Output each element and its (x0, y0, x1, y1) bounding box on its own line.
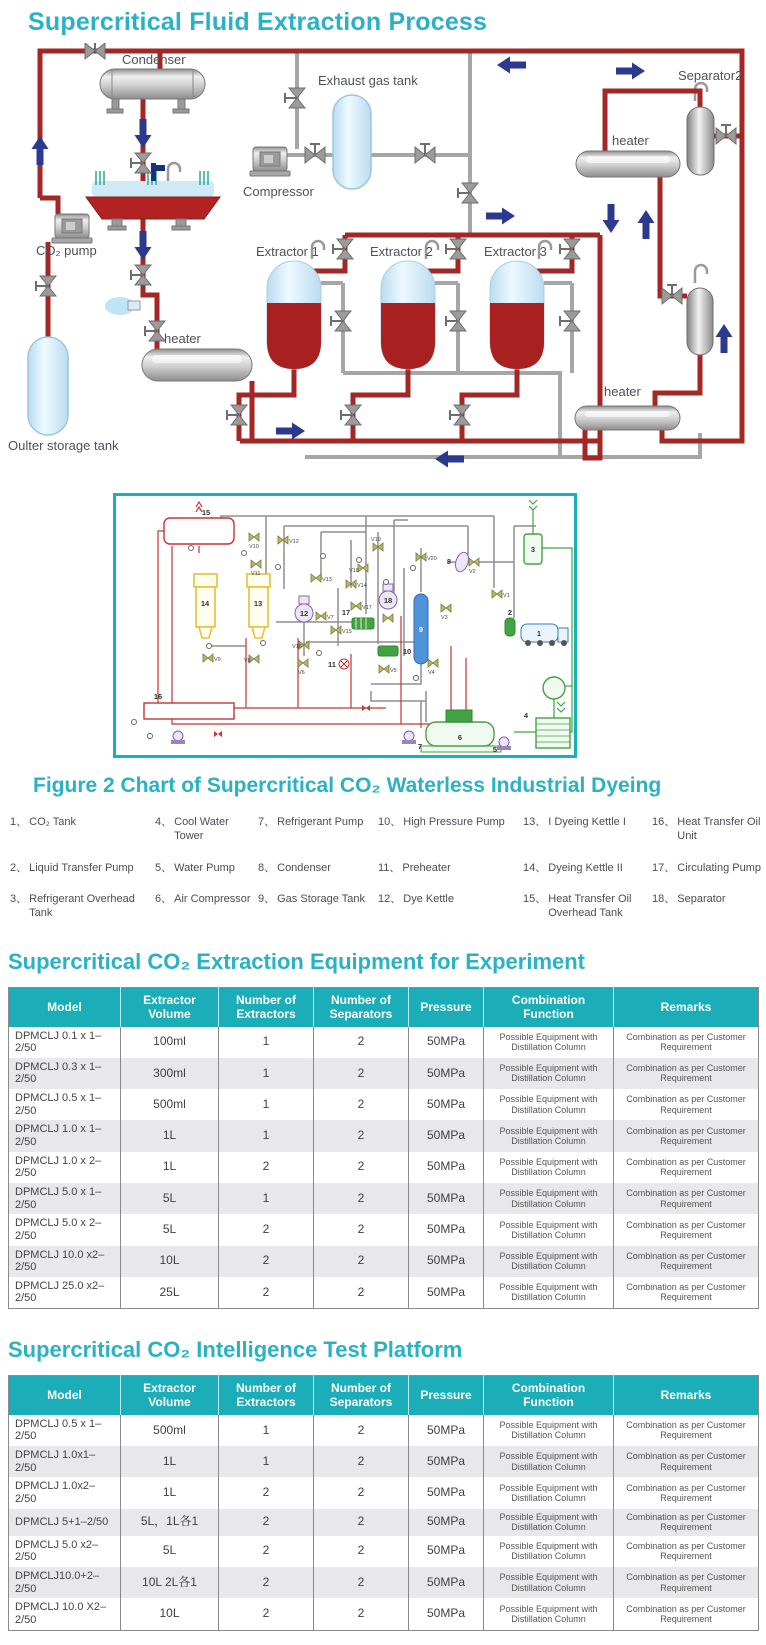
table-cell: Possible Equipment with Distillation Column (484, 1027, 614, 1058)
svg-text:V20: V20 (427, 556, 437, 562)
legend-item-number: 3、 (10, 893, 28, 906)
heater-left-label: heater (164, 331, 201, 346)
separator-lower-vessel (687, 288, 713, 355)
table-cell: 1 (219, 1120, 314, 1151)
svg-text:2: 2 (507, 608, 513, 617)
table-cell: 2 (219, 1277, 314, 1309)
legend-item (523, 862, 647, 876)
table-row (9, 1477, 759, 1508)
table-cell: 50MPa (409, 1446, 484, 1477)
column-header: Model (9, 987, 121, 1026)
pid-diagram (116, 496, 574, 755)
table-row (9, 1277, 759, 1309)
table-row (9, 1214, 759, 1245)
svg-text:V12: V12 (289, 539, 299, 545)
table-cell: DPMCLJ 1.0 x 1–2/50 (9, 1120, 121, 1151)
table-cell: 2 (314, 1598, 409, 1630)
table-cell: DPMCLJ 0.1 x 1–2/50 (9, 1027, 121, 1058)
legend-item-number: 15、 (523, 893, 547, 906)
table-cell: 50MPa (409, 1477, 484, 1508)
legend-item-number: 2、 (10, 861, 28, 874)
table-cell: 2 (219, 1598, 314, 1630)
table-row (9, 1567, 759, 1598)
table-cell: 2 (314, 1058, 409, 1089)
legend-item-label: Separator (677, 893, 726, 906)
column-header: Combination Function (484, 1376, 614, 1415)
table-cell: 50MPa (409, 1246, 484, 1277)
table-cell: DPMCLJ 5+1–2/50 (9, 1509, 121, 1536)
co2-pump-label: CO₂ pump (36, 243, 97, 258)
svg-text:10: 10 (402, 647, 412, 656)
table-cell: Possible Equipment with Distillation Column (484, 1415, 614, 1446)
column-header: Remarks (614, 987, 759, 1026)
table-cell: 1 (219, 1183, 314, 1214)
legend-item-number: 17、 (652, 861, 676, 874)
legend-item (652, 893, 766, 921)
table-cell: Combination as per Customer Requirement (626, 1094, 746, 1115)
table-cell: Possible Equipment with Distillation Column (484, 1183, 614, 1214)
legend-item (10, 816, 150, 844)
svg-text:V15: V15 (342, 629, 352, 635)
svg-text:18: 18 (383, 596, 393, 605)
legend-item-number: 7、 (258, 816, 276, 828)
table-cell: 1 (219, 1058, 314, 1089)
legend-item-number: 10、 (378, 816, 402, 828)
table-row (9, 1027, 759, 1058)
exhaust-gas-tank (333, 95, 371, 189)
intelligence-platform-table (8, 1375, 759, 1630)
table-cell: DPMCLJ 1.0 x 2–2/50 (9, 1152, 121, 1183)
svg-text:V19: V19 (371, 537, 381, 543)
table-cell: 50MPa (409, 1214, 484, 1245)
table-cell: Combination as per Customer Requirement (626, 1219, 746, 1240)
table-cell: 5L (121, 1536, 219, 1567)
legend-item-label: Heat Transfer Oil Unit (677, 816, 761, 842)
legend-item-label: Dye Kettle (403, 893, 454, 906)
legend-item (258, 816, 373, 844)
table-cell: 2 (314, 1120, 409, 1151)
table-cell: DPMCLJ 1.0x2–2/50 (9, 1477, 121, 1508)
table-cell: 2 (314, 1477, 409, 1508)
table-cell: 2 (219, 1477, 314, 1508)
legend-item-number: 12、 (378, 893, 402, 906)
svg-text:8: 8 (446, 557, 452, 566)
legend-item-label: Dyeing Kettle II (548, 861, 623, 874)
table-cell: 50MPa (409, 1183, 484, 1214)
table-cell: Possible Equipment with Distillation Column (484, 1120, 614, 1151)
legend-item-label: Refrigerant Overhead Tank (29, 893, 135, 919)
condenser-vessel (100, 69, 205, 113)
table-cell: Possible Equipment with Distillation Column (484, 1477, 614, 1508)
table-cell: DPMCLJ 0.5 x 1–2/50 (9, 1089, 121, 1120)
legend-item-number: 14、 (523, 861, 547, 874)
legend-item-number: 11、 (378, 861, 401, 874)
table-cell: 25L (121, 1277, 219, 1309)
figure2-frame (113, 493, 577, 758)
table-cell: DPMCLJ 0.3 x 1–2/50 (9, 1058, 121, 1089)
legend-item-label: Air Compressor (174, 893, 251, 906)
column-header: Number of Extractors (219, 1376, 314, 1415)
legend-item (378, 862, 518, 876)
svg-text:5: 5 (492, 745, 498, 754)
legend-item-number: 8、 (258, 861, 276, 874)
svg-text:1: 1 (536, 629, 542, 638)
outer-storage-tank (28, 337, 68, 435)
table-row (9, 1089, 759, 1120)
table-cell: 50MPa (409, 1058, 484, 1089)
table-cell: Combination as per Customer Requirement (626, 1420, 746, 1441)
table-cell: Combination as per Customer Requirement (626, 1482, 746, 1504)
table-cell: 50MPa (409, 1027, 484, 1058)
table-row (9, 1598, 759, 1630)
svg-text:V3: V3 (441, 615, 448, 621)
table-cell: 1 (219, 1415, 314, 1446)
legend-item-number: 9、 (258, 893, 276, 906)
table-cell: 2 (314, 1089, 409, 1120)
svg-text:6: 6 (457, 733, 463, 742)
compressor-label: Compressor (243, 184, 314, 199)
table-cell: 2 (314, 1446, 409, 1477)
table-cell: 1L (121, 1446, 219, 1477)
column-header: Combination Function (484, 987, 614, 1026)
legend-item-number: 16、 (652, 816, 676, 828)
legend-item (258, 862, 373, 876)
table-cell: Combination as per Customer Requirement (626, 1156, 746, 1178)
table-cell: 50MPa (409, 1567, 484, 1598)
extractor3-label: Extractor 3 (484, 244, 547, 259)
table-cell: Combination as per Customer Requirement (626, 1572, 746, 1593)
table-cell: 50MPa (409, 1509, 484, 1536)
heater-right-top (576, 151, 680, 177)
legend-item-label: Gas Storage Tank (277, 893, 365, 906)
table-cell: 2 (219, 1246, 314, 1277)
legend-item-number: 13、 (523, 816, 547, 828)
table-cell: 2 (314, 1183, 409, 1214)
svg-text:V10: V10 (249, 544, 259, 550)
table-cell: 50MPa (409, 1089, 484, 1120)
legend-item-label: Refrigerant Pump (277, 816, 364, 828)
extractor2-label: Extractor 2 (370, 244, 433, 259)
process-flow-diagram (0, 43, 766, 469)
table-cell: Possible Equipment with Distillation Column (484, 1567, 614, 1598)
column-header: Number of Extractors (219, 987, 314, 1026)
svg-text:V8: V8 (244, 658, 251, 664)
legend-item (523, 893, 647, 921)
table2-heading: Supercritical CO₂ Intelligence Test Platform (8, 1337, 463, 1363)
legend-item-number: 6、 (155, 893, 173, 906)
table-row (9, 1536, 759, 1567)
svg-text:V17: V17 (362, 605, 372, 611)
table-row (9, 1152, 759, 1183)
table-cell: DPMCLJ 25.0 x2–2/50 (9, 1277, 121, 1309)
table-cell: Combination as per Customer Requirement (626, 1540, 746, 1562)
svg-text:V7: V7 (327, 615, 334, 621)
svg-text:9: 9 (418, 625, 424, 634)
column-header: Number of Separators (314, 1376, 409, 1415)
column-header: Extractor Volume (121, 987, 219, 1026)
condenser-label: Condenser (122, 52, 186, 67)
table-cell: DPMCLJ 5.0 x 1–2/50 (9, 1183, 121, 1214)
legend-item-label: High Pressure Pump (403, 816, 505, 828)
legend-item (10, 862, 150, 876)
table-cell: 500ml (121, 1089, 219, 1120)
heater-right-bottom (575, 406, 680, 430)
table-cell: Possible Equipment with Distillation Column (484, 1446, 614, 1477)
extractor-1-vessel (267, 261, 321, 369)
figure2-caption: Figure 2 Chart of Supercritical CO₂ Waterless Industrial Dyeing (33, 774, 662, 797)
svg-text:12: 12 (299, 609, 309, 618)
heater-left (142, 349, 252, 381)
svg-text:V11: V11 (251, 571, 261, 577)
table-cell: 2 (314, 1509, 409, 1536)
table-row (9, 1509, 759, 1536)
table-cell: 50MPa (409, 1536, 484, 1567)
table-row (9, 1415, 759, 1446)
table-cell: Possible Equipment with Distillation Column (484, 1277, 614, 1309)
table-row (9, 1120, 759, 1151)
legend-item (155, 862, 253, 876)
extractor-3-vessel (490, 261, 544, 369)
legend-item (258, 893, 373, 921)
legend-item-label: CO₂ Tank (29, 816, 76, 828)
table-cell: 10L 2L各1 (121, 1567, 219, 1598)
separator2-vessel (687, 107, 714, 175)
table-row (9, 1246, 759, 1277)
extraction-equipment-table (8, 987, 759, 1309)
table-cell: DPMCLJ10.0+2–2/50 (9, 1567, 121, 1598)
table-row (9, 1446, 759, 1477)
table-cell: 2 (314, 1567, 409, 1598)
table-cell: Combination as per Customer Requirement (626, 1282, 746, 1303)
svg-text:V4: V4 (428, 670, 435, 676)
cooling-dish (86, 163, 220, 230)
svg-text:V14: V14 (357, 583, 367, 589)
svg-text:V9: V9 (214, 657, 221, 663)
svg-text:4: 4 (523, 711, 529, 720)
table-cell: 500ml (121, 1415, 219, 1446)
legend-item (652, 862, 766, 876)
legend-item-label: Water Pump (174, 861, 235, 874)
table-cell: DPMCLJ 10.0 x2–2/50 (9, 1246, 121, 1277)
svg-text:13: 13 (253, 599, 263, 608)
compressor-pump (250, 147, 290, 176)
column-header: Pressure (409, 987, 484, 1026)
table-cell: Possible Equipment with Distillation Column (484, 1598, 614, 1630)
table-cell: 1 (219, 1089, 314, 1120)
svg-text:3: 3 (530, 545, 536, 554)
svg-text:15: 15 (201, 508, 211, 517)
table-cell: DPMCLJ 5.0 x2–2/50 (9, 1536, 121, 1567)
table-cell: Possible Equipment with Distillation Column (484, 1152, 614, 1183)
table-cell: Possible Equipment with Distillation Column (484, 1509, 614, 1536)
table-cell: DPMCLJ 10.0 X2–2/50 (9, 1598, 121, 1630)
column-header: Extractor Volume (121, 1376, 219, 1415)
column-header: Model (9, 1376, 121, 1415)
table-cell: Possible Equipment with Distillation Column (484, 1089, 614, 1120)
table-cell: 5L，1L各1 (121, 1509, 219, 1536)
table-cell: 5L (121, 1183, 219, 1214)
legend-item (155, 816, 253, 844)
table-cell: 100ml (121, 1027, 219, 1058)
table-cell: Possible Equipment with Distillation Column (484, 1214, 614, 1245)
table-cell: 2 (219, 1152, 314, 1183)
table-cell: 2 (219, 1509, 314, 1536)
table-cell: Possible Equipment with Distillation Column (484, 1058, 614, 1089)
legend-item-number: 4、 (155, 816, 173, 828)
table-cell: 50MPa (409, 1598, 484, 1630)
legend-item-number: 18、 (652, 893, 676, 906)
table1-heading: Supercritical CO₂ Extraction Equipment for Experiment (8, 948, 586, 974)
table-cell: 2 (314, 1152, 409, 1183)
table-cell: Combination as per Customer Requirement (626, 1031, 746, 1053)
svg-text:16: 16 (153, 692, 163, 701)
legend-item-label: Liquid Transfer Pump (29, 861, 134, 874)
table-cell: Combination as per Customer Requirement (626, 1511, 746, 1533)
page-title: Supercritical Fluid Extraction Process (28, 8, 488, 36)
legend-item-number: 1、 (10, 816, 28, 828)
table-cell: 50MPa (409, 1415, 484, 1446)
svg-text:14: 14 (200, 599, 210, 608)
legend-item-label: Heat Transfer Oil Overhead Tank (548, 893, 632, 919)
table-cell: 2 (314, 1415, 409, 1446)
column-header: Pressure (409, 1376, 484, 1415)
svg-text:11: 11 (328, 660, 336, 669)
svg-text:V6: V6 (298, 670, 305, 676)
svg-text:V5: V5 (390, 668, 397, 674)
svg-text:V1: V1 (503, 593, 510, 599)
table-cell: 2 (219, 1536, 314, 1567)
table-cell: 2 (314, 1536, 409, 1567)
pid-valves (200, 533, 502, 673)
legend-item-label: Preheater (402, 861, 451, 874)
table-cell: DPMCLJ 5.0 x 2–2/50 (9, 1214, 121, 1245)
legend-item-label: Condenser (277, 861, 331, 874)
exhaust-gas-tank-label: Exhaust gas tank (318, 73, 418, 88)
svg-text:V2: V2 (469, 569, 476, 575)
legend-item-number: 5、 (155, 861, 173, 874)
table-cell: 10L (121, 1246, 219, 1277)
table-row (9, 1058, 759, 1089)
legend-item-label: Circulating Pump (677, 861, 762, 874)
heater-right-top-label: heater (612, 133, 649, 148)
legend-item (378, 816, 518, 844)
table-cell: 50MPa (409, 1152, 484, 1183)
table-cell: Possible Equipment with Distillation Column (484, 1536, 614, 1567)
table-cell: 2 (314, 1246, 409, 1277)
legend-item-label: I Dyeing Kettle I (548, 816, 626, 828)
extractor-2-vessel (381, 261, 435, 369)
sprayer (105, 297, 140, 315)
table-cell: 2 (219, 1567, 314, 1598)
table-cell: 1 (219, 1446, 314, 1477)
table-cell: 50MPa (409, 1277, 484, 1309)
table-cell: Combination as per Customer Requirement (626, 1188, 746, 1209)
co2-pump (52, 214, 92, 243)
column-header: Remarks (614, 1376, 759, 1415)
table-cell: Possible Equipment with Distillation Column (484, 1246, 614, 1277)
table-header-row (9, 987, 759, 1026)
table-cell: Combination as per Customer Requirement (626, 1125, 746, 1147)
svg-text:V18: V18 (349, 568, 359, 574)
table-cell: 5L (121, 1214, 219, 1245)
separator2-label: Separator2 (678, 68, 743, 83)
svg-text:V13: V13 (322, 577, 332, 583)
legend-item (155, 893, 253, 921)
legend-item (378, 893, 518, 921)
table-cell: 2 (314, 1214, 409, 1245)
table-cell: 50MPa (409, 1120, 484, 1151)
table-cell: 2 (314, 1277, 409, 1309)
figure2-legend (10, 816, 762, 921)
table-cell: Combination as per Customer Requirement (626, 1250, 746, 1272)
extractor1-label: Extractor 1 (256, 244, 319, 259)
table-cell: 1L (121, 1152, 219, 1183)
heater-right-bottom-label: heater (604, 384, 641, 399)
legend-item (523, 816, 647, 844)
table-cell: 2 (314, 1027, 409, 1058)
table-cell: 1L (121, 1120, 219, 1151)
legend-item (10, 893, 150, 921)
svg-text:17: 17 (341, 608, 351, 617)
table-cell: Combination as per Customer Requirement (626, 1451, 746, 1472)
svg-text:V16: V16 (292, 644, 302, 650)
table-cell: 10L (121, 1598, 219, 1630)
pid-green-pipes (428, 500, 572, 746)
table-cell: 1L (121, 1477, 219, 1508)
table-cell: DPMCLJ 1.0x1–2/50 (9, 1446, 121, 1477)
table-cell: DPMCLJ 0.5 x 1–2/50 (9, 1415, 121, 1446)
table-cell: Combination as per Customer Requirement (626, 1063, 746, 1084)
legend-item (652, 816, 766, 844)
table-row (9, 1183, 759, 1214)
svg-text:7: 7 (417, 742, 423, 751)
table-cell: 1 (219, 1027, 314, 1058)
table-cell: Combination as per Customer Requirement (626, 1603, 746, 1624)
legend-item-label: Cool Water Tower (174, 816, 229, 842)
table-cell: 2 (219, 1214, 314, 1245)
column-header: Number of Separators (314, 987, 409, 1026)
table-cell: 300ml (121, 1058, 219, 1089)
table-header-row (9, 1376, 759, 1415)
outer-storage-tank-label: Oulter storage tank (8, 438, 119, 453)
